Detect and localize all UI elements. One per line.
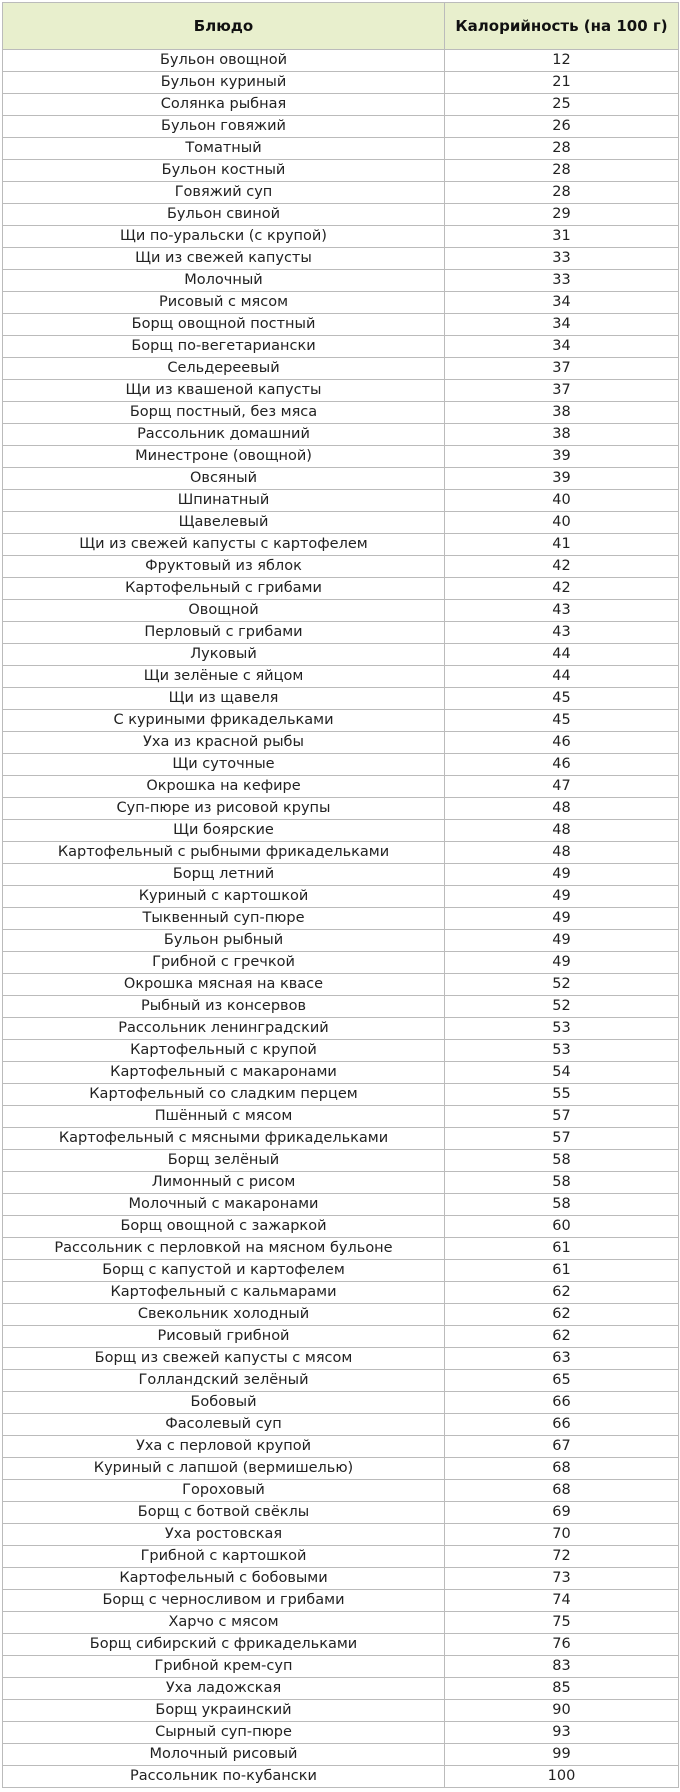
table-row — [3, 1568, 679, 1590]
dish-cell: Суп-пюре из рисовой крупы — [3, 798, 445, 820]
dish-cell: Бульон свиной — [3, 204, 445, 226]
dish-cell: Щи из квашеной капусты — [3, 380, 445, 402]
dish-cell: Щи из свежей капусты с картофелем — [3, 534, 445, 556]
dish-cell: Бобовый — [3, 1392, 445, 1414]
calories-cell: 57 — [445, 1106, 679, 1128]
dish-cell: Грибной с картошкой — [3, 1546, 445, 1568]
dish-cell: Сельдереевый — [3, 358, 445, 380]
dish-cell: Щи суточные — [3, 754, 445, 776]
dish-cell: Молочный — [3, 270, 445, 292]
table-row — [3, 1326, 679, 1348]
calories-cell: 61 — [445, 1260, 679, 1282]
table-row — [3, 248, 679, 270]
calories-cell: 38 — [445, 402, 679, 424]
table-row — [3, 336, 679, 358]
table-row — [3, 1260, 679, 1282]
dish-cell: Щи боярские — [3, 820, 445, 842]
dish-cell: Говяжий суп — [3, 182, 445, 204]
calories-cell: 69 — [445, 1502, 679, 1524]
calories-cell: 73 — [445, 1568, 679, 1590]
dish-cell: Картофельный с макаронами — [3, 1062, 445, 1084]
calories-cell: 45 — [445, 710, 679, 732]
calories-cell: 45 — [445, 688, 679, 710]
dish-cell: С куриными фрикадельками — [3, 710, 445, 732]
table-row — [3, 996, 679, 1018]
table-row — [3, 1700, 679, 1722]
table-row — [3, 732, 679, 754]
table-row — [3, 292, 679, 314]
calories-cell: 99 — [445, 1744, 679, 1766]
table-row — [3, 1018, 679, 1040]
dish-cell: Борщ с ботвой свёклы — [3, 1502, 445, 1524]
table-row — [3, 600, 679, 622]
calories-cell: 62 — [445, 1282, 679, 1304]
dish-cell: Борщ с капустой и картофелем — [3, 1260, 445, 1282]
calories-cell: 49 — [445, 864, 679, 886]
calories-cell: 46 — [445, 732, 679, 754]
calories-cell: 62 — [445, 1304, 679, 1326]
table-row — [3, 688, 679, 710]
calories-cell: 39 — [445, 446, 679, 468]
calories-cell: 34 — [445, 292, 679, 314]
table-row — [3, 490, 679, 512]
table-row — [3, 1766, 679, 1788]
table-row — [3, 1546, 679, 1568]
dish-cell: Харчо с мясом — [3, 1612, 445, 1634]
table-row — [3, 1612, 679, 1634]
dish-cell: Голландский зелёный — [3, 1370, 445, 1392]
calories-cell: 39 — [445, 468, 679, 490]
dish-cell: Рассольник по-кубански — [3, 1766, 445, 1788]
dish-cell: Картофельный со сладким перцем — [3, 1084, 445, 1106]
calories-cell: 34 — [445, 314, 679, 336]
calories-cell: 60 — [445, 1216, 679, 1238]
calories-cell: 66 — [445, 1392, 679, 1414]
table-row — [3, 974, 679, 996]
table-row — [3, 622, 679, 644]
table-row — [3, 380, 679, 402]
table-row — [3, 1722, 679, 1744]
calories-cell: 74 — [445, 1590, 679, 1612]
dish-cell: Сырный суп-пюре — [3, 1722, 445, 1744]
calories-cell: 40 — [445, 490, 679, 512]
calories-cell: 28 — [445, 160, 679, 182]
table-row — [3, 468, 679, 490]
dish-cell: Молочный рисовый — [3, 1744, 445, 1766]
dish-cell: Борщ летний — [3, 864, 445, 886]
dish-cell: Борщ овощной с зажаркой — [3, 1216, 445, 1238]
table-row — [3, 1216, 679, 1238]
table-row — [3, 1656, 679, 1678]
calories-cell: 33 — [445, 270, 679, 292]
table-row — [3, 1634, 679, 1656]
dish-cell: Грибной крем-суп — [3, 1656, 445, 1678]
dish-cell: Бульон овощной — [3, 50, 445, 72]
table-row — [3, 1172, 679, 1194]
table-row — [3, 138, 679, 160]
calorie-table — [2, 2, 679, 1788]
calories-cell: 28 — [445, 138, 679, 160]
calories-cell: 100 — [445, 1766, 679, 1788]
calories-cell: 72 — [445, 1546, 679, 1568]
header-row — [3, 3, 679, 50]
calories-cell: 43 — [445, 600, 679, 622]
dish-cell: Молочный с макаронами — [3, 1194, 445, 1216]
table-row — [3, 182, 679, 204]
calories-cell: 76 — [445, 1634, 679, 1656]
table-row — [3, 842, 679, 864]
column-header-calories: Калорийность (на 100 г) — [445, 3, 679, 50]
calories-cell: 52 — [445, 974, 679, 996]
table-row — [3, 1304, 679, 1326]
calories-cell: 57 — [445, 1128, 679, 1150]
calories-cell: 58 — [445, 1150, 679, 1172]
dish-cell: Борщ сибирский с фрикадельками — [3, 1634, 445, 1656]
calories-cell: 68 — [445, 1458, 679, 1480]
table-row — [3, 116, 679, 138]
calories-cell: 12 — [445, 50, 679, 72]
dish-cell: Окрошка на кефире — [3, 776, 445, 798]
table-row — [3, 1436, 679, 1458]
dish-cell: Борщ из свежей капусты с мясом — [3, 1348, 445, 1370]
calories-cell: 52 — [445, 996, 679, 1018]
table-row — [3, 1678, 679, 1700]
calories-cell: 93 — [445, 1722, 679, 1744]
calories-cell: 49 — [445, 886, 679, 908]
calories-cell: 63 — [445, 1348, 679, 1370]
table-row — [3, 798, 679, 820]
calories-cell: 48 — [445, 798, 679, 820]
dish-cell: Бульон говяжий — [3, 116, 445, 138]
dish-cell: Уха ростовская — [3, 1524, 445, 1546]
table-row — [3, 578, 679, 600]
dish-cell: Окрошка мясная на квасе — [3, 974, 445, 996]
dish-cell: Минестроне (овощной) — [3, 446, 445, 468]
dish-cell: Щи по-уральски (с крупой) — [3, 226, 445, 248]
dish-cell: Бульон куриный — [3, 72, 445, 94]
table-row — [3, 666, 679, 688]
dish-cell: Картофельный с мясными фрикадельками — [3, 1128, 445, 1150]
dish-cell: Лимонный с рисом — [3, 1172, 445, 1194]
dish-cell: Рисовый грибной — [3, 1326, 445, 1348]
table-row — [3, 226, 679, 248]
table-row — [3, 776, 679, 798]
table-row — [3, 1062, 679, 1084]
dish-cell: Свекольник холодный — [3, 1304, 445, 1326]
dish-cell: Рассольник ленинградский — [3, 1018, 445, 1040]
dish-cell: Бульон рыбный — [3, 930, 445, 952]
table-row — [3, 1590, 679, 1612]
table-row — [3, 1370, 679, 1392]
calories-cell: 34 — [445, 336, 679, 358]
table-row — [3, 952, 679, 974]
table-row — [3, 644, 679, 666]
calories-cell: 53 — [445, 1018, 679, 1040]
table-row — [3, 1392, 679, 1414]
calories-cell: 49 — [445, 930, 679, 952]
table-row — [3, 446, 679, 468]
table-row — [3, 1150, 679, 1172]
table-row — [3, 754, 679, 776]
dish-cell: Рассольник с перловкой на мясном бульоне — [3, 1238, 445, 1260]
dish-cell: Томатный — [3, 138, 445, 160]
calories-cell: 33 — [445, 248, 679, 270]
calories-cell: 62 — [445, 1326, 679, 1348]
dish-cell: Щавелевый — [3, 512, 445, 534]
dish-cell: Овощной — [3, 600, 445, 622]
table-row — [3, 1502, 679, 1524]
table-row — [3, 1238, 679, 1260]
table-row — [3, 94, 679, 116]
table-row — [3, 534, 679, 556]
calories-cell: 42 — [445, 578, 679, 600]
dish-cell: Борщ украинский — [3, 1700, 445, 1722]
calories-cell: 61 — [445, 1238, 679, 1260]
table-row — [3, 72, 679, 94]
table-row — [3, 424, 679, 446]
calories-cell: 38 — [445, 424, 679, 446]
table-row — [3, 1084, 679, 1106]
calories-cell: 29 — [445, 204, 679, 226]
dish-cell: Шпинатный — [3, 490, 445, 512]
table-row — [3, 270, 679, 292]
calories-cell: 68 — [445, 1480, 679, 1502]
column-header-dish: Блюдо — [3, 3, 445, 50]
dish-cell: Уха ладожская — [3, 1678, 445, 1700]
table-row — [3, 908, 679, 930]
table-row — [3, 1480, 679, 1502]
calories-cell: 25 — [445, 94, 679, 116]
table-row — [3, 1106, 679, 1128]
table-row — [3, 556, 679, 578]
dish-cell: Борщ с черносливом и грибами — [3, 1590, 445, 1612]
dish-cell: Картофельный с грибами — [3, 578, 445, 600]
dish-cell: Гороховый — [3, 1480, 445, 1502]
calories-cell: 48 — [445, 842, 679, 864]
calories-cell: 58 — [445, 1172, 679, 1194]
dish-cell: Щи зелёные с яйцом — [3, 666, 445, 688]
table-row — [3, 1282, 679, 1304]
calories-cell: 40 — [445, 512, 679, 534]
table-row — [3, 1128, 679, 1150]
dish-cell: Картофельный с крупой — [3, 1040, 445, 1062]
calories-cell: 48 — [445, 820, 679, 842]
dish-cell: Картофельный с кальмарами — [3, 1282, 445, 1304]
dish-cell: Грибной с гречкой — [3, 952, 445, 974]
dish-cell: Пшённый с мясом — [3, 1106, 445, 1128]
dish-cell: Луковый — [3, 644, 445, 666]
dish-cell: Рыбный из консервов — [3, 996, 445, 1018]
calories-cell: 47 — [445, 776, 679, 798]
calories-cell: 83 — [445, 1656, 679, 1678]
calories-cell: 58 — [445, 1194, 679, 1216]
dish-cell: Борщ по-вегетариански — [3, 336, 445, 358]
table-row — [3, 1414, 679, 1436]
dish-cell: Картофельный с рыбными фрикадельками — [3, 842, 445, 864]
dish-cell: Солянка рыбная — [3, 94, 445, 116]
dish-cell: Фасолевый суп — [3, 1414, 445, 1436]
calories-cell: 21 — [445, 72, 679, 94]
calories-cell: 28 — [445, 182, 679, 204]
table-row — [3, 1194, 679, 1216]
table-row — [3, 1744, 679, 1766]
table-row — [3, 710, 679, 732]
dish-cell: Рассольник домашний — [3, 424, 445, 446]
calories-cell: 43 — [445, 622, 679, 644]
calories-cell: 66 — [445, 1414, 679, 1436]
table-row — [3, 1040, 679, 1062]
calories-cell: 49 — [445, 908, 679, 930]
dish-cell: Уха с перловой крупой — [3, 1436, 445, 1458]
table-row — [3, 358, 679, 380]
calories-cell: 67 — [445, 1436, 679, 1458]
dish-cell: Бульон костный — [3, 160, 445, 182]
table-row — [3, 50, 679, 72]
dish-cell: Борщ зелёный — [3, 1150, 445, 1172]
table-row — [3, 512, 679, 534]
table-row — [3, 930, 679, 952]
table-row — [3, 886, 679, 908]
dish-cell: Борщ постный, без мяса — [3, 402, 445, 424]
table-row — [3, 1348, 679, 1370]
calories-cell: 54 — [445, 1062, 679, 1084]
dish-cell: Щи из свежей капусты — [3, 248, 445, 270]
table-body — [3, 50, 679, 1788]
calories-cell: 85 — [445, 1678, 679, 1700]
dish-cell: Перловый с грибами — [3, 622, 445, 644]
table-row — [3, 1458, 679, 1480]
table-header — [3, 3, 679, 50]
table-row — [3, 402, 679, 424]
table-row — [3, 864, 679, 886]
calories-cell: 70 — [445, 1524, 679, 1546]
dish-cell: Картофельный с бобовыми — [3, 1568, 445, 1590]
table-row — [3, 160, 679, 182]
calories-cell: 46 — [445, 754, 679, 776]
dish-cell: Куриный с лапшой (вермишелью) — [3, 1458, 445, 1480]
calories-cell: 37 — [445, 380, 679, 402]
dish-cell: Щи из щавеля — [3, 688, 445, 710]
calories-cell: 42 — [445, 556, 679, 578]
calories-cell: 75 — [445, 1612, 679, 1634]
table-row — [3, 820, 679, 842]
dish-cell: Борщ овощной постный — [3, 314, 445, 336]
calories-cell: 90 — [445, 1700, 679, 1722]
calories-cell: 53 — [445, 1040, 679, 1062]
calories-cell: 65 — [445, 1370, 679, 1392]
dish-cell: Куриный с картошкой — [3, 886, 445, 908]
dish-cell: Уха из красной рыбы — [3, 732, 445, 754]
table-row — [3, 314, 679, 336]
table-row — [3, 1524, 679, 1546]
dish-cell: Овсяный — [3, 468, 445, 490]
dish-cell: Тыквенный суп-пюре — [3, 908, 445, 930]
table-row — [3, 204, 679, 226]
calories-cell: 44 — [445, 644, 679, 666]
calories-cell: 49 — [445, 952, 679, 974]
calories-cell: 55 — [445, 1084, 679, 1106]
calories-cell: 37 — [445, 358, 679, 380]
calories-cell: 44 — [445, 666, 679, 688]
calories-cell: 31 — [445, 226, 679, 248]
dish-cell: Фруктовый из яблок — [3, 556, 445, 578]
calories-cell: 26 — [445, 116, 679, 138]
dish-cell: Рисовый с мясом — [3, 292, 445, 314]
calories-cell: 41 — [445, 534, 679, 556]
